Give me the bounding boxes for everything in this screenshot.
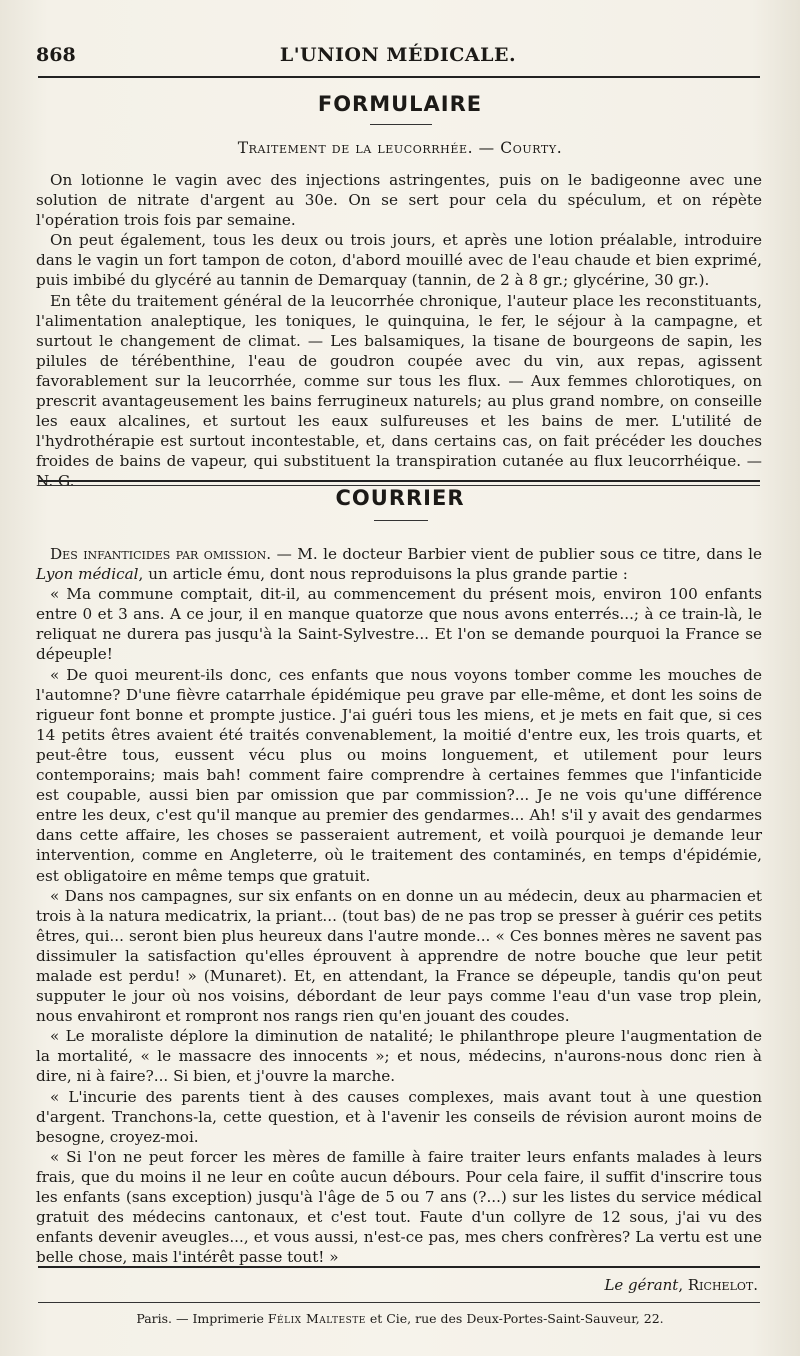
header-rule: [38, 76, 760, 78]
running-head: [36, 44, 760, 74]
formulaire-paragraph: On lotionne le vagin avec des injections astringentes, puis on le badigeonne avec une solution de nitrate d'argent au 30e. On se sert pour cela du spéculum, et on répète l'opération trois fois par semaine.: [36, 171, 762, 230]
courrier-lead-source: Lyon médical: [36, 565, 139, 584]
formulaire-body: [36, 170, 762, 492]
imprint-rule: [38, 1302, 760, 1303]
courrier-paragraph: « L'incurie des parents tient à des causes complexes, mais avant tout à une question d'argent. Tranchons-la, cette question, et à l'avenir les conseils de révision auront moins de besogne, croyez-moi.: [36, 1087, 762, 1146]
courrier-paragraph: « Dans nos campagnes, sur six enfants on en donne un au médecin, deux au pharmacien et trois à la natura medicatrix, la priant... (tout bas) de ne pas trop se presser à guérir ces petits êtres, qui... seront bien plus heureux dans l'autre monde... « Ces bonnes mères ne savent pas dissimuler la satisfaction qu'elles éprouvent à apprendre de notre bouche que leur petit malade est perdu! » (Munaret). Et, en attendant, la France se dépeuple, tandis qu'on peut supputer le jour où nos voisins, débordant de leur pays comme l'eau d'un vase trop plein, nous envahiront et rompront nos rangs rien qu'en jouant des coudes.: [36, 886, 762, 1026]
courrier-lead-heading: Des infanticides par omission.: [50, 545, 272, 563]
courrier-paragraph: « Si l'on ne peut forcer les mères de famille à faire traiter leurs enfants malades à leurs frais, que du moins il ne leur en coûte aucun débours. Pour cela faire, il suffit d'inscrire tous les enfants (sans exception) jusqu'à l'âge de 5 ou 7 ans (?...) sur les listes du service médical gratuit des médecins cantonaux, et c'est tout. Faute d'un collyre de 12 sous, j'ai vu des enfants devenir aveugles..., et vous aussi, n'est-ce pas, mes chers confrères? La vertu est une belle chose, mais l'intérêt passe tout! »: [36, 1147, 762, 1267]
signature-role: Le gérant: [604, 1276, 679, 1294]
formulaire-heading: FORMULAIRE: [317, 92, 483, 116]
imprint-suffix: et Cie, rue des Deux-Portes-Saint-Sauveur, 22.: [365, 1311, 664, 1326]
courrier-lead: [36, 544, 762, 584]
imprint-printer: Félix Malteste: [267, 1311, 366, 1326]
courrier-heading-rule: [374, 520, 428, 521]
signature: Le gérant, Richelot.: [604, 1276, 758, 1294]
imprint-prefix: Paris. — Imprimerie: [136, 1311, 268, 1326]
courrier-lead-text: — M. le docteur Barbier vient de publier sous ce titre, dans le: [271, 545, 762, 563]
courrier-heading: COURRIER: [335, 486, 465, 510]
signature-rule: [38, 1266, 760, 1268]
courrier-body: [36, 544, 762, 1267]
formulaire-subtitle: Traitement de la leucorrhée. — Courty.: [237, 139, 563, 157]
courrier-paragraph: « De quoi meurent-ils donc, ces enfants que nous voyons tomber comme les mouches de l'automne? D'une fièvre catarrhale épidémique peu grave par elle-même, et dont les soins de rigueur font bonne et prompte justice. J'ai guéri tous les miens, et je mets en fait que, si ces 14 petits êtres avaient été traités convenablement, la moitié d'entre eux, les trois quarts, et peut-être tous, eussent vécu plus ou moins longuement, et utilement pour leurs contemporains; mais bah! comment faire comprendre à certaines femmes que l'infanticide est coupable, aussi bien par omission que par commission?... Je ne vois qu'une différence entre les deux, c'est qu'il manque au premier des gendarmes... Ah! s'il y avait des gendarmes dans cette affaire, les choses se passeraient autrement, et voilà pourquoi je demande leur intervention, comme en Angleterre, où le traitement des contaminés, en temps d'épidémie, est obligatoire en même temps que gratuit.: [36, 665, 762, 885]
imprint: [0, 1311, 800, 1326]
courrier-paragraph: « Ma commune comptait, dit-il, au commencement du présent mois, environ 100 enfants entre 0 et 3 ans. A ce jour, il en manque quatorze que nous avons enterrés...; à ce train-là, le reliquat ne durera pas jusqu'à la Saint-Sylvestre... Et l'on se demande pourquoi la France se dépeuple!: [36, 585, 762, 664]
formulaire-paragraph: On peut également, tous les deux ou trois jours, et après une lotion préalable, introduire dans le vagin un fort tampon de coton, d'abord mouillé avec de l'eau chaude et bien exprimé, puis imbibé du glycéré au tannin de Demarquay (tannin, de 2 à 8 gr.; glycérine, 30 gr.).: [36, 231, 762, 290]
formulaire-paragraph: En tête du traitement général de la leucorrhée chronique, l'auteur place les reconstituants, l'alimentation analeptique, les toniques, le quinquina, le fer, le séjour à la campagne, et surtout le changement de climat. — Les balsamiques, la tisane de bourgeons de sapin, les pilules de térébenthine, l'eau de goudron coupée avec du vin, aux repas, agissent favorablement sur la leucorrhée, comme sur tous les flux. — Aux femmes chlorotiques, on prescrit avantageusement les bains ferrugineux naturels; au plus grand nombre, on conseille les eaux alcalines, et surtout les eaux sulfureuses et les bains de mer. L'utilité de l'hydrothérapie est surtout incontestable, et, dans certains cas, on fait précéder les douches froides de bains de vapeur, qui substituent la transpiration cutanée au flux leucorrhéique. — N. G.: [36, 291, 762, 491]
formulaire-heading-rule: [370, 124, 432, 125]
page-number: 868: [36, 44, 76, 66]
courrier-paragraph: « Le moraliste déplore la diminution de natalité; le philanthrope pleure l'augmentation de la mortalité, « le massacre des innocents »; et nous, médecins, n'aurons-nous donc rien à dire, ni à faire?... Si bien, et j'ouvre la marche.: [36, 1027, 762, 1086]
journal-title: L'UNION MÉDICALE.: [279, 44, 517, 66]
signature-name: Richelot.: [687, 1276, 758, 1294]
courrier-lead-text-end: , un article ému, dont nous reproduisons la plus grande partie :: [138, 565, 628, 584]
section-divider-rule: [38, 480, 760, 482]
